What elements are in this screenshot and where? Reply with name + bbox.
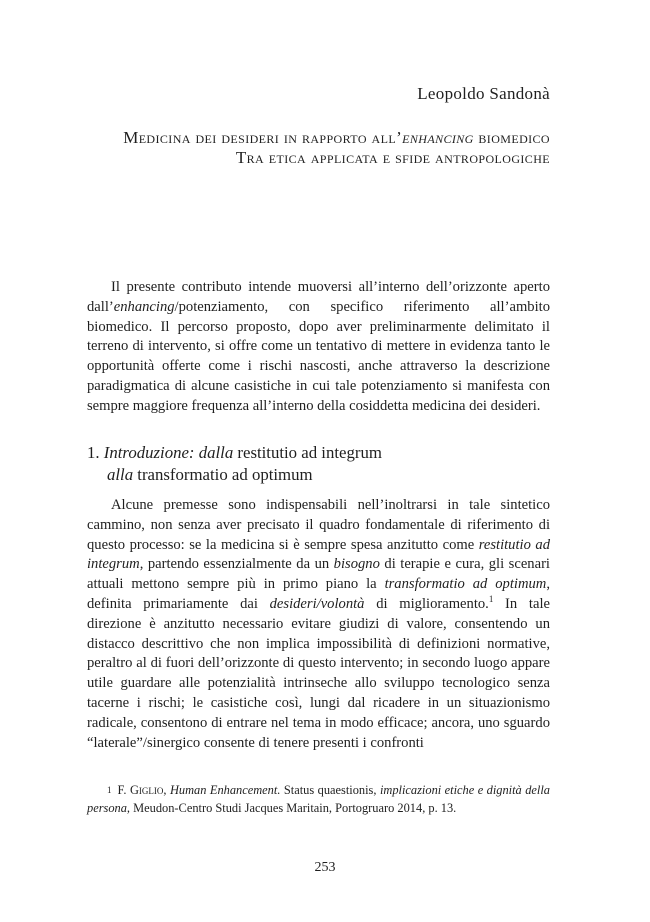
footnote-italic-1: Human Enhancement. (169, 783, 281, 797)
section-heading (87, 442, 550, 486)
title-line1-end: biomedico (473, 128, 550, 147)
title-line1-italic: enhancing (402, 128, 474, 147)
body-paragraph (87, 496, 550, 753)
footnote-mark: 1 (107, 785, 112, 795)
heading-line2 (87, 464, 550, 486)
body-text-2: , partendo essenzialmente da un (139, 556, 334, 573)
page-number: 253 (314, 860, 336, 875)
heading-text-1: restitutio ad integrum (233, 443, 382, 462)
heading-italic-2: alla (107, 465, 134, 484)
footnote-paragraph (87, 782, 550, 817)
abstract-text-2: /potenziamento, con specifico riferimento all’ambito biomedico. Il percorso proposto, dopo aver preliminarmente delimitato il terreno di intervento, si offre come un tentativo di mettere in evidenza tanto le opportunità offerte come i rischi nascosti, anche attraverso la descrizione paradigmatica di alcune casistiche in cui tale potenziamento si manifesta con sempre maggiore frequenza all’interno della cosiddetta medicina dei desideri. (87, 298, 550, 414)
body-italic-2: bisogno (333, 556, 380, 573)
footnote-text-2: Status quaestionis, (280, 783, 380, 797)
body-text-6: In tale direzione è anzitutto necessario evitare giudizi di valore, consentendo un distacco descrittivo che non implica impossibilità di definizioni normative, peraltro al di fuori dell’orizzonte di questo intervento; in secondo luogo appare utile guardare alle potenzialità intrinseche allo sviluppo tecnologico senza tacerne i rischi; le casistiche così, lungi dal ricadere in un situazionismo radicale, consentono di entrare nel tema in modo efficace; ancora, uno sguardo “laterale”/sinergico consente di tenere presenti i confronti (87, 595, 550, 751)
abstract-italic-1: enhancing (113, 298, 175, 315)
heading-text-2: transformatio ad optimum (133, 465, 313, 484)
section-number: 1. (87, 443, 104, 462)
body-italic-1: restitutio ad integrum (87, 536, 550, 573)
body-text-1: Alcune premesse sono indispensabili nell’inoltrarsi in tale sintetico cammino, non senza aver precisato il quadro fondamentale di riferimento di questo processo: se la medicina si è sempre spesa anzitutto come (87, 497, 550, 553)
footnote-reference[interactable]: 1 (488, 594, 494, 605)
footnote-text-1: , (163, 783, 170, 797)
body-text-4: , definita primariamente dai (87, 576, 550, 612)
chapter-title (80, 128, 550, 168)
footnote (87, 782, 550, 817)
title-line1-text: Medicina dei desideri in rapporto all’ (123, 128, 403, 147)
title-line2: Tra etica applicata e sfide antropologiche (235, 148, 550, 167)
body-text (87, 496, 550, 753)
body-italic-4: desideri/volontà (269, 595, 365, 612)
abstract-paragraph (87, 278, 550, 417)
heading-italic-1: Introduzione: dalla (103, 443, 234, 462)
body-text-5: di miglioramento. (364, 595, 489, 612)
body-italic-3: transformatio ad optimum (384, 576, 547, 593)
footnote-author: F. Giglio (117, 783, 164, 797)
abstract-text-1: Il presente contributo intende muoversi all’interno dell’orizzonte aperto dall’ (87, 279, 550, 315)
body-text-3: di terapie e cura, gli scenari attuali mettono sempre più in primo piano la (87, 556, 550, 593)
author-name: Leopoldo Sandonà (417, 84, 550, 103)
footnote-italic-2: implicazioni etiche e dignità della persona, (87, 783, 550, 815)
footnote-text-3: Meudon-Centro Studi Jacques Maritain, Portogruaro 2014, p. 13. (130, 800, 457, 815)
abstract (87, 278, 550, 417)
